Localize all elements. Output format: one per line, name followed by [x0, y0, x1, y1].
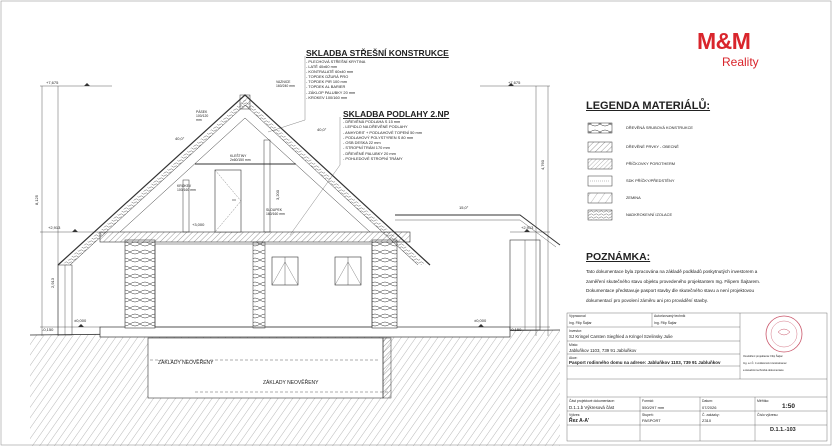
- tb-autorizace: Ing. Filip Šajtar: [654, 321, 677, 325]
- angle-right: 40,0°: [317, 127, 327, 132]
- roof-layers: [306, 59, 365, 100]
- foundation-note-2: ZÁKLADY NEOVĚŘENY: [263, 380, 319, 386]
- tb-cast: D.1.1.b Výkresová část: [569, 405, 615, 410]
- legend-item-brick: PŘÍČKOVKY POROTHERM: [626, 161, 676, 166]
- legend-item-insulation: NADKROKEVNÍ IZOLACE: [626, 212, 673, 217]
- level-second-right: +2,913: [521, 225, 534, 230]
- level-ground-right: -0,150: [510, 327, 522, 332]
- dim-mid: 3,200: [275, 189, 280, 200]
- roof-layer: - TOPDEK AL BARIER: [306, 84, 346, 90]
- legend-title: LEGENDA MATERIÁLŮ:: [586, 100, 711, 112]
- foundation-note-1: ZÁKLADY NEOVĚŘENY: [158, 360, 214, 366]
- tb-stamp-note-1: Osvědčení projektanta: Filip Šajtar: [743, 355, 783, 358]
- angle-left: 40,0°: [175, 136, 185, 141]
- tb-stupen-label: Stupeň:: [642, 413, 654, 417]
- floor-layer: - DŘEVĚNÁ PODLAHA S 15 mm: [343, 119, 401, 124]
- roof-layer: - KROKEV 100/160 mm: [306, 94, 348, 100]
- tb-akce: Pasport rodinného domu na adrese: Jabluňkov 1103, 739 91 Jabluňkov: [569, 360, 721, 365]
- tb-format: 550/297 mm: [642, 405, 665, 410]
- floor-composition-title: SKLADBA PODLAHY 2.NP: [343, 109, 450, 119]
- note-klestiny: KLEŠTINY 2x60/150 mm: [230, 154, 251, 162]
- floor-layer: - DŘEVĚNÉ PALUBKY 20 mm: [343, 150, 396, 156]
- roof-layer: - KONTRALATĚ 60x40 mm: [306, 69, 354, 75]
- level-mid: +3,000: [192, 222, 205, 227]
- tb-misto: Jabluňkov 1103, 739 91 Jabluňkov: [569, 348, 637, 353]
- dim-left-lower: 2,913: [50, 277, 55, 288]
- roof-layer: - TOPDEK DŽURÁ PRO: [306, 74, 349, 80]
- roof-composition-title: SKLADBA STŘEŠNÍ KONSTRUKCE: [306, 48, 449, 58]
- note-title: POZNÁMKA:: [586, 251, 651, 263]
- level-second-left: +2,913: [48, 225, 61, 230]
- tb-cislo-label: Číslo výkresu:: [757, 413, 779, 417]
- level-zero-right: ±0,000: [474, 318, 487, 323]
- tb-zakazka: Z310: [702, 418, 712, 423]
- tb-zakazka-label: Č. zakázky:: [702, 413, 720, 417]
- note-pasek: PÁSEK 100/120 mm: [196, 110, 209, 122]
- tb-datum-label: Datum:: [702, 399, 713, 403]
- dim-left: 8,125: [34, 194, 39, 205]
- brand-sublogo: Reality: [722, 55, 759, 69]
- roof-layer: - TOPDEK PIR 100 mm: [306, 79, 347, 85]
- tb-meritko-label: Měřítko:: [757, 399, 770, 403]
- note-sloupek: SLOUPEK 160/160 mm: [266, 208, 285, 216]
- tb-akce-label: Akce:: [569, 356, 578, 360]
- tb-meritko: 1:50: [782, 403, 796, 410]
- floor-layer: - PODLAHOVÝ POLYSTYREN S 80 mm: [343, 134, 414, 140]
- note-vaznice: VAZNICE 160/240 mm: [276, 80, 295, 88]
- note-body: [586, 267, 826, 306]
- level-top-right: +7,675: [508, 80, 521, 85]
- legend-item-log: DŘEVĚNÁ SRUBOVÁ KONSTRUKCE: [626, 125, 694, 130]
- tb-investor-label: Investor:: [569, 329, 583, 333]
- tb-format-label: Formát:: [642, 399, 654, 403]
- tb-stamp-note-3: a stavebně technická dokumentace: [743, 369, 784, 372]
- tb-investor: SJ Kringel Carsten Siegfried a Kringel Szelinsky Julie: [569, 334, 673, 339]
- floor-layer: - POHLEDOVÉ STROPNÍ TRÁMY: [343, 156, 403, 162]
- legend-item-soil: ZEMINA: [626, 195, 641, 200]
- legend-item-sdk: SDK PŘÍČKY/PŘEDSTĚNY: [626, 178, 675, 183]
- tb-stamp-note-2: Ing. a.r.Č. 4 vodárenství zaměstnanec: [743, 362, 787, 365]
- tb-stupen: PASPORT: [642, 418, 661, 423]
- tb-vypracoval: Ing. Filip Šajtar: [569, 321, 592, 325]
- dim-right-upper: 4,760: [540, 159, 545, 170]
- tb-vykres-label: Výkres:: [569, 413, 581, 417]
- floor-layer: - OSB DESKA 22 mm: [343, 140, 381, 146]
- tb-datum: 07/2026: [702, 405, 717, 410]
- legend-item-wood: DŘEVĚNÉ PRVKY - OBECNĚ: [626, 144, 679, 149]
- angle-annex: 15,0°: [459, 205, 469, 210]
- note-line: dokumentací pro povolení záměru ani pro provádění stavby.: [586, 298, 708, 304]
- level-ground-left: -0,150: [42, 327, 54, 332]
- tb-vypracoval-label: Vypracoval: [569, 314, 586, 318]
- level-top-left: +7,675: [46, 80, 59, 85]
- note-line: zaměření skutečného stavu objektu provedeného projektantem Ing. Filipem Šajtarem.: [586, 278, 761, 284]
- floor-layer: - ANHYDRIT + PODLAHOVÉ TOPENÍ 50 mm: [343, 129, 423, 135]
- roof-layer: - PLECHOVÁ STŘEŠNÍ KRYTINA: [306, 59, 366, 64]
- tb-vykres: Řez A-A': [569, 418, 590, 424]
- level-zero-left: ±0,000: [74, 318, 87, 323]
- tb-autorizace-label: Autorizovaný technik: [654, 314, 686, 318]
- floor-layers: [343, 119, 422, 161]
- tb-cislo: D.1.1.-103: [770, 427, 796, 433]
- brand-logo: M&M: [697, 28, 751, 54]
- roof-layer: - LATĚ 40x60 mm: [306, 64, 338, 70]
- note-krokev: KROKEV 100/160 mm: [177, 184, 196, 192]
- note-line: Tato dokumentace byla zpracována na základě podkladů poskytnutých investorem a: [586, 269, 758, 274]
- tb-cast-label: Část projektové dokumentace:: [569, 399, 615, 403]
- floor-layer: - STROPNÍ TRÁM 170 mm: [343, 145, 390, 151]
- tb-misto-label: Místo:: [569, 343, 579, 347]
- roof-layer: - ZÁKLOP PALUBKY 20 mm: [306, 89, 356, 95]
- floor-layer: - LEPIDLO NA DŘEVĚNÉ PODLAHY: [343, 124, 408, 130]
- note-line: Dokumentace představuje pasport stavby dle skutečného stavu a není projektovou: [586, 288, 755, 294]
